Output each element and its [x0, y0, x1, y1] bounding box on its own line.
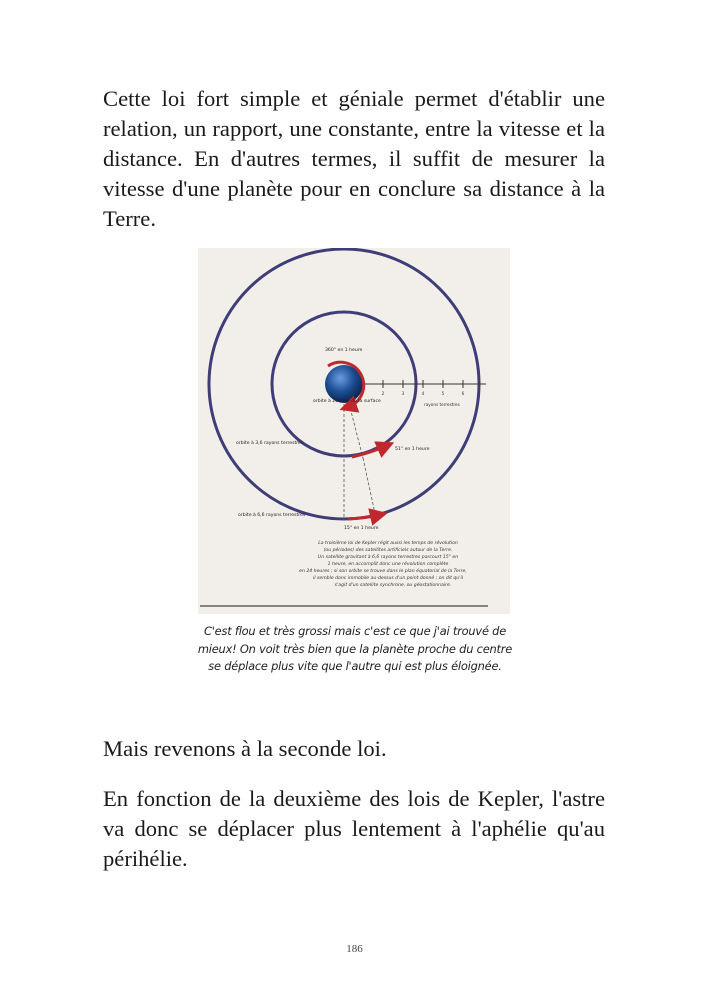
inset-text-line: (ou périodes) des satellites artificiels autour de la Terre.	[323, 548, 453, 553]
orbit-diagram	[198, 248, 510, 614]
orbit-6-6-label: orbite à 6,6 rayons terrestres	[238, 513, 306, 518]
intro-paragraph: Cette loi fort simple et géniale permet d'établir une relation, un rapport, une constante, entre la vitesse et la distance. En d'autres termes, il suffit de mesurer la vitesse d'une planète pour en conclure sa distance à la Terre.	[103, 86, 605, 231]
kepler-orbit-figure	[198, 248, 510, 614]
earth-rotation-label: 360° en 1 heure	[325, 348, 363, 353]
inset-text-line: s'agit d'un satellite synchrone, ou géostationnaire.	[334, 583, 452, 588]
scale-tick-label: 4	[421, 391, 425, 396]
figure-caption: C'est flou et très grossi mais c'est ce que j'ai trouvé de mieux! On voit très bien que la planète proche du centre se déplace plus vite que l'autre qui est plus éloignée.	[197, 624, 513, 673]
scale-tick-label: 5	[441, 391, 445, 396]
orbit-200km-label: orbite à 200 km de la surface	[313, 399, 381, 404]
outer-orbit-speed-label: 15° en 1 heure	[344, 526, 379, 531]
inset-text-line: en 24 heures ; si son orbite se trouve dans le plan équatorial de la Terre,	[299, 569, 467, 574]
kepler-second-law-paragraph: En fonction de la deuxième des lois de Kepler, l'astre va donc se déplacer plus lentement à l'aphélie qu'au périhélie.	[103, 786, 605, 871]
orbit-3-6-label: orbite à 3,6 rayons terrestres	[236, 441, 304, 446]
transition-paragraph: Mais revenons à la seconde loi.	[103, 736, 387, 761]
inner-orbit-speed-label: 51° en 1 heure	[395, 447, 430, 452]
scale-tick-label: 2	[381, 391, 385, 396]
scale-tick-label: 3	[401, 391, 405, 396]
inset-text-line: La troisième loi de Kepler régit aussi les temps de révolution	[318, 541, 458, 546]
inset-text-line: 1 heure, en accomplit donc une révolution complète	[327, 562, 449, 567]
page-number: 186	[346, 943, 363, 955]
inset-text-line: il semble donc immobile au-dessus d'un point donné ; on dit qu'il	[312, 576, 464, 581]
outer-orbit-arrow	[348, 515, 379, 519]
inset-text-line: Un satellite gravitant à 6,6 rayons terrestres parcourt 15° en	[317, 555, 459, 560]
scale-tick-label: 6	[461, 391, 465, 396]
earth-radii-label: rayons terrestres	[424, 402, 460, 407]
inner-orbit-arrow	[352, 446, 386, 457]
